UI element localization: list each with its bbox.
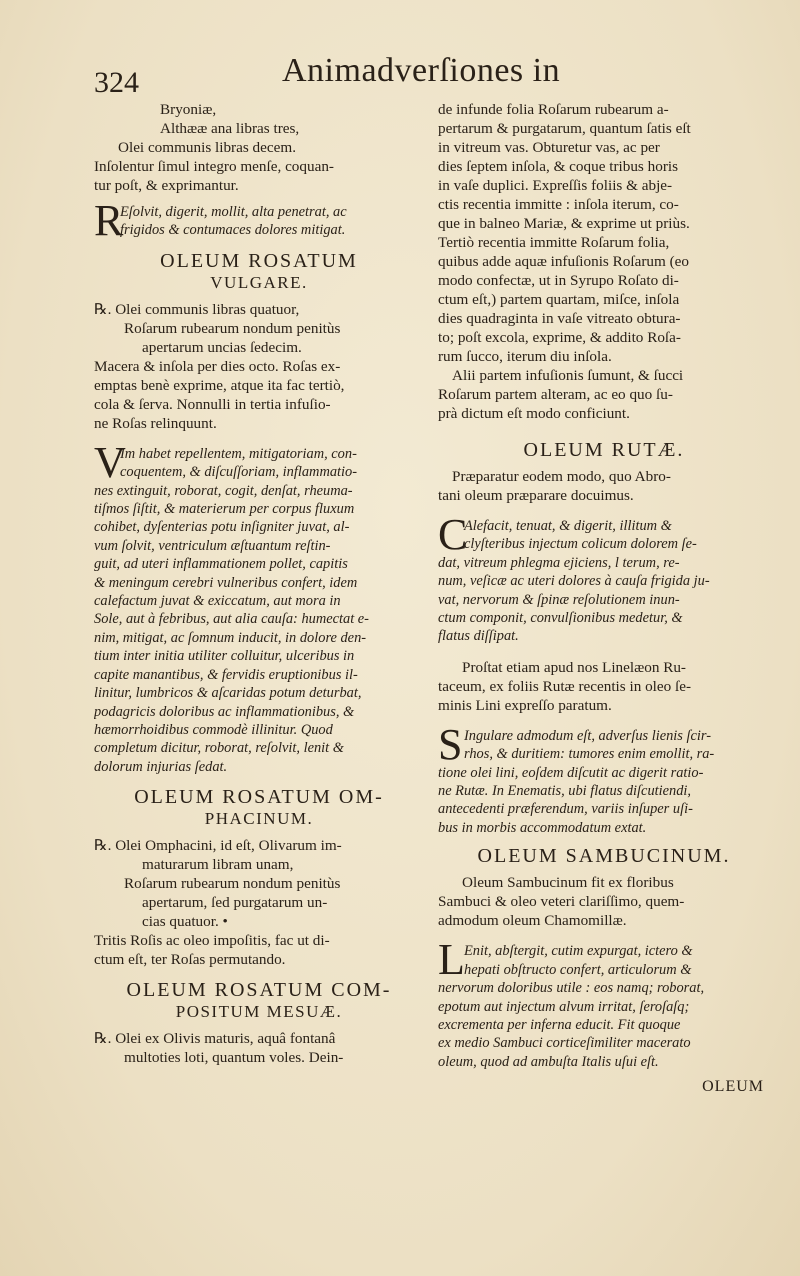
text-line: calefactum juvat & exiccatum, aut mora in bbox=[94, 593, 341, 610]
intro-lines bbox=[94, 100, 424, 195]
text-line: Ingulare admodum eſt, adverſus lienis ſcir- bbox=[464, 727, 711, 744]
text-line: Althææ ana libras tres, bbox=[160, 120, 300, 137]
text-line: quibus adde aquæ infuſionis Roſarum (eo bbox=[438, 253, 689, 270]
section-heading bbox=[94, 979, 424, 1023]
text-line: Proſtat etiam apud nos Linelæon Ru- bbox=[462, 658, 686, 676]
drop-cap: V bbox=[94, 437, 126, 487]
text-line: ctum eſt,) partem quartam, miſce, inſola bbox=[438, 291, 680, 308]
note bbox=[438, 658, 770, 715]
section-heading bbox=[438, 439, 770, 461]
drop-cap: R bbox=[94, 196, 124, 245]
text-line: taceum, ex foliis Rutæ recentis in oleo ſe- bbox=[438, 677, 692, 695]
heading-line: POSITUM MESUÆ. bbox=[175, 1002, 343, 1022]
heading-line: OLEUM RUTÆ. bbox=[523, 439, 685, 461]
heading-line: PHACINUM. bbox=[204, 809, 314, 829]
text-line: Inſolentur ſimul integro menſe, coquan- bbox=[94, 158, 334, 175]
text-line: Alii partem infuſionis ſumunt, & ſucci bbox=[452, 367, 684, 384]
text-line: dies ſeptem inſola, & coque tribus horis bbox=[438, 158, 679, 175]
text-line: multoties loti, quantum voles. Dein- bbox=[124, 1049, 344, 1067]
text-line: admodum oleum Chamomillæ. bbox=[438, 912, 627, 930]
left-column bbox=[94, 100, 424, 1067]
text-line: Præparatur eodem modo, quo Abro- bbox=[452, 468, 671, 485]
text-line: completum dicitur, roborat, reſolvit, lenit & bbox=[94, 740, 344, 757]
text-line: in vitreum vas. Obturetur vas, ac per bbox=[438, 139, 660, 156]
text-line: cola & ſerva. Nonnulli in tertia infuſio- bbox=[94, 395, 331, 413]
heading-line: VULGARE. bbox=[210, 272, 308, 292]
text-line: Macera & inſola per dies octo. Roſas ex- bbox=[94, 357, 341, 375]
text-line: Oleum Sambucinum fit ex floribus bbox=[462, 874, 674, 892]
text-line: Sambuci & oleo veteri clariſſimo, quem- bbox=[438, 893, 685, 911]
virtue-paragraph bbox=[94, 437, 424, 776]
text-line: podagricis doloribus ac inflammationibus, & bbox=[94, 703, 355, 720]
text-line: to; poſt excola, exprime, & addito Roſa- bbox=[438, 329, 681, 346]
text-line: ne Roſas relinquunt. bbox=[94, 414, 217, 432]
text-line: ctis recentia immitte : inſola iterum, co- bbox=[438, 196, 679, 213]
text-line: nes extinguit, roborat, cogit, denſat, rheuma- bbox=[94, 482, 353, 499]
text-line: in vaſe duplici. Expreſſis foliis & abje- bbox=[438, 177, 673, 194]
heading-line: OLEUM SAMBUCINUM. bbox=[477, 845, 731, 868]
text-line: minis Lini expreſſo paratum. bbox=[438, 696, 612, 714]
running-title: Animadverſiones in bbox=[282, 52, 561, 89]
drop-cap: C bbox=[438, 510, 468, 559]
text-line: tani oleum præparare docuimus. bbox=[438, 487, 634, 504]
text-line: prà dictum eſt modo conficiunt. bbox=[438, 405, 630, 422]
text-line: tur poſt, & exprimantur. bbox=[94, 177, 239, 194]
text-line: cias quatuor. • bbox=[142, 913, 228, 931]
text-line: tiſmos ſiſtit, & materierum per corpus fluxum bbox=[94, 501, 355, 518]
text-line: epotum aut injectum alvum irritat, ſeroſaſq; bbox=[438, 998, 690, 1015]
preparation bbox=[438, 873, 770, 930]
text-line: nim, mitigat, ac ſomnum inducit, in dolore den- bbox=[94, 629, 367, 646]
text-line: hepati obſtructo confert, articulorum & bbox=[464, 961, 692, 978]
catchword: OLEUM bbox=[702, 1078, 764, 1096]
text-line: ctum eſt, ter Roſas permutando. bbox=[94, 951, 286, 969]
text-line: vat, nervorum & ſpinæ reſolutionem inun- bbox=[438, 591, 680, 608]
text-line: maturarum libram unam, bbox=[142, 856, 294, 874]
text-line: Roſarum rubearum nondum penitùs bbox=[124, 319, 341, 337]
text-line: modo confectæ, ut in Syrupo Roſato di- bbox=[438, 272, 679, 289]
virtue-paragraph bbox=[438, 719, 770, 837]
text-line: oleum, quod ad ambuſta Italis uſui eſt. bbox=[438, 1053, 659, 1070]
drop-cap: S bbox=[438, 719, 463, 769]
text-line: linitur, lumbricos & aſcaridas potum deturbat, bbox=[94, 685, 362, 702]
text-line: Alefacit, tenuat, & digerit, illitum & bbox=[464, 518, 672, 534]
section-heading bbox=[94, 786, 424, 830]
text-line: excrementa per inferna educit. Fit quoque bbox=[438, 1016, 681, 1033]
text-line: antecedenti præferendum, variis inſuper uſi- bbox=[438, 801, 693, 818]
text-line: ℞. Olei Omphacini, id eſt, Olivarum im- bbox=[94, 837, 342, 855]
text-line: emptas benè exprime, atque ita fac tertiò, bbox=[94, 376, 345, 394]
text-line: rhos, & duritiem: tumores enim emollit, ra- bbox=[464, 746, 715, 763]
text-line: Sole, aut à febribus, aut alia cauſa: humectat e- bbox=[94, 611, 369, 628]
continued-recipe bbox=[438, 100, 770, 423]
recipe bbox=[94, 836, 424, 969]
text-line: pertarum & purgatarum, quantum ſatis eſt bbox=[438, 120, 691, 137]
text-line: guit, ad uteri inflammationem pollet, capitis bbox=[94, 556, 348, 573]
text-line: ℞. Olei ex Olivis maturis, aquâ fontanâ bbox=[94, 1030, 336, 1048]
drop-cap: L bbox=[438, 935, 465, 985]
text-line: num, veſicæ ac uteri dolores à cauſa frigida ju- bbox=[438, 573, 710, 590]
text-line: cohibet, dyſenterias potu inſigniter juvat, al- bbox=[94, 519, 350, 536]
text-line: que in balneo Mariæ, & exprime ut priùs. bbox=[438, 215, 690, 232]
heading-line: OLEUM ROSATUM COM- bbox=[126, 979, 392, 1002]
text-line: tione olei lini, eoſdem diſcutit ac digerit ratio- bbox=[438, 764, 704, 781]
text-line: de infunde folia Roſarum rubearum a- bbox=[438, 101, 669, 118]
virtue-paragraph bbox=[438, 510, 770, 646]
text-line: ℞. Olei communis libras quatuor, bbox=[94, 300, 300, 318]
text-line: Eſolvit, digerit, mollit, alta penetrat, ac bbox=[120, 204, 347, 220]
text-line: frigidos & contumaces dolores mitigat. bbox=[120, 222, 346, 239]
text-line: dolorum injurias ſedat. bbox=[94, 758, 228, 775]
text-line: Im habet repellentem, mitigatoriam, con- bbox=[120, 445, 357, 462]
section-heading bbox=[94, 250, 424, 294]
text-line: Bryoniæ, bbox=[160, 101, 217, 118]
text-line: Tertiò recentia immitte Roſarum folia, bbox=[438, 234, 670, 251]
text-line: clyſteribus injectum colicum dolorem ſe- bbox=[464, 536, 697, 553]
text-line: nervorum doloribus utile : eos namq; roborat, bbox=[438, 980, 705, 997]
preparation bbox=[438, 467, 770, 505]
text-line: Olei communis libras decem. bbox=[118, 139, 296, 156]
text-line: dat, vitreum phlegma ejiciens, l terum, re- bbox=[438, 554, 680, 571]
virtue-paragraph bbox=[94, 196, 424, 245]
text-line: rum ſucco, iterum diu inſola. bbox=[438, 348, 612, 365]
text-line: Enit, abſtergit, cutim expurgat, ictero & bbox=[464, 943, 693, 960]
text-line: apertarum, ſed purgatarum un- bbox=[142, 894, 328, 912]
recipe bbox=[94, 300, 424, 433]
text-line: bus in morbis accommodatum extat. bbox=[438, 819, 647, 836]
text-line: hæmorrhoidibus commodè illinitur. Quod bbox=[94, 721, 333, 738]
text-line: ctum componit, convulſionibus medetur, & bbox=[438, 610, 683, 627]
text-line: Tritis Roſis ac oleo impoſitis, fac ut di- bbox=[94, 932, 330, 950]
text-line: ne Rutæ. In Enematis, ubi flatus diſcutiendi, bbox=[438, 783, 692, 800]
virtue-paragraph bbox=[438, 935, 770, 1071]
section-heading bbox=[438, 845, 770, 867]
text-line: vum ſolvit, ventriculum æſtuantum reſtin- bbox=[94, 537, 331, 554]
heading-line: OLEUM ROSATUM OM- bbox=[134, 786, 384, 809]
text-line: tium inter initia utiliter colluitur, ulceribus in bbox=[94, 648, 355, 665]
right-column bbox=[438, 100, 770, 1096]
text-line: dies quadraginta in vaſe vitreato obtura- bbox=[438, 310, 681, 327]
text-line: coquentem, & diſcuſſoriam, inflammatio- bbox=[120, 464, 358, 481]
page-number: 324 bbox=[94, 66, 139, 99]
text-line: Roſarum partem alteram, ac eo quo ſu- bbox=[438, 386, 673, 403]
heading-line: OLEUM ROSATUM bbox=[160, 249, 358, 272]
text-line: Roſarum rubearum nondum penitùs bbox=[124, 875, 341, 893]
recipe bbox=[94, 1029, 424, 1067]
text-line: capite manantibus, & fervidis eruptionibus il- bbox=[94, 666, 358, 683]
text-line: flatus diſſipat. bbox=[438, 628, 519, 645]
text-line: & meningum cerebri vulneribus confert, idem bbox=[94, 574, 358, 591]
running-header bbox=[90, 52, 760, 102]
text-line: apertarum uncias ſedecim. bbox=[142, 338, 302, 356]
text-line: ex medio Sambuci corticeſimiliter macerato bbox=[438, 1035, 691, 1052]
